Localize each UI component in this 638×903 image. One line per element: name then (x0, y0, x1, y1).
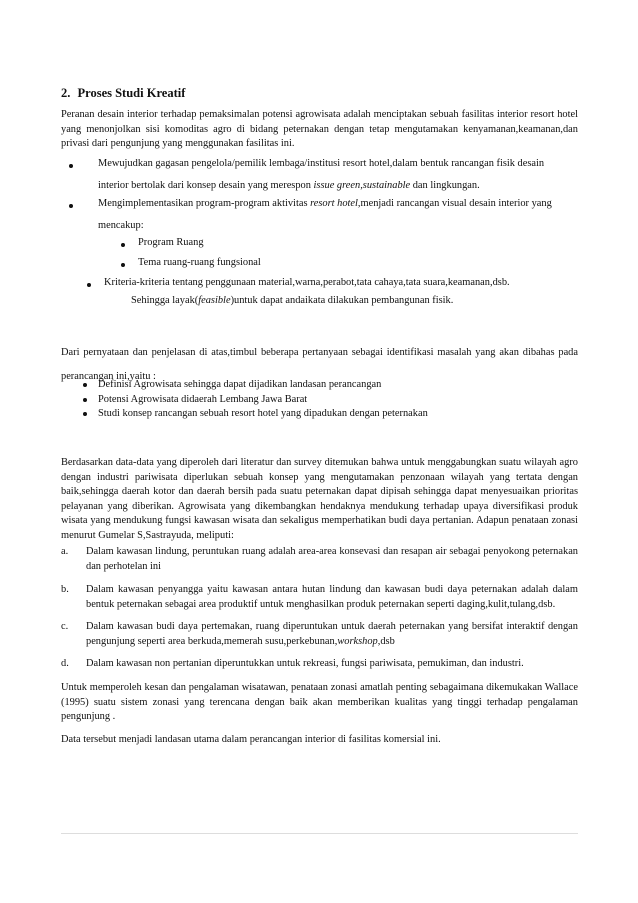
bullet-1-line-1: Mewujudkan gagasan pengelola/pemilik lembaga/institusi resort hotel,dalam bentuk rancangan fisik desain (98, 158, 545, 169)
bullet-2-line-1 (98, 197, 578, 212)
zone-item-a (61, 545, 578, 574)
sub-bullet-2: Tema ruang-ruang fungsional (138, 257, 261, 268)
question-text: Studi konsep rancangan sebuah resort hotel yang dipadukan dengan peternakan (98, 408, 428, 419)
zone-text: Dalam kawasan lindung, peruntukan ruang adalah area-area konsevasi dan resapan air sebagai penyokong peternakan dan perhotelan ini (86, 546, 578, 572)
bullet-3-line-1: Kriteria-kriteria tentang penggunaan material,warna,perabot,tata cahaya,tata suara,keamanan,dsb. (104, 277, 510, 288)
zone-letter: c. (61, 621, 69, 632)
zone-item-b (61, 583, 578, 612)
bullet-icon (87, 283, 91, 287)
zone-text-start: Dalam kawasan budi daya pertemakan, ruang diperuntukan untuk daerah peternakan yang bersifat interaktif dengan pengunjung seperti area berkuda,memerah susu,perkebunan, (86, 621, 578, 647)
list-item (61, 378, 578, 393)
sub-bullet-icon (121, 243, 125, 247)
bullet-icon (83, 383, 87, 387)
section-number: 2. (61, 86, 71, 100)
zone-letter: b. (61, 584, 69, 595)
experience-paragraph: Untuk memperoleh kesan dan pengalaman wisatawan, penataan zonasi amatlah penting sebagaimana dikemukakan Wallace (1995) suatu sistem zonasi yang terencana dengan baik akan memberikan kualitas yang tinggi terhadap pengalaman pengunjung . (61, 682, 578, 722)
question-text: Definisi Agrowisata sehingga dapat dijadikan landasan perancangan (98, 379, 382, 390)
zone-text (86, 620, 578, 649)
bullet-icon (83, 398, 87, 402)
section-title: Proses Studi Kreatif (77, 86, 186, 100)
footer-divider (61, 833, 578, 834)
closing-paragraph: Data tersebut menjadi landasan utama dalam perancangan interior di fasilitas komersial ini. (61, 734, 441, 745)
zone-text-emphasis: workshop (337, 635, 378, 647)
zone-text: Dalam kawasan non pertanian diperuntukkan untuk rekreasi, fungsi pariwisata, pemukiman, dan industri. (86, 658, 524, 669)
list-item (61, 407, 578, 422)
bullet-1-line-2 (98, 179, 578, 194)
bullet-3-emphasis: feasible (198, 295, 231, 306)
sub-bullet-1: Program Ruang (138, 237, 204, 248)
zone-text: Dalam kawasan penyangga yaitu kawasan antara hutan lindung dan kawasan budi daya peternakan adalah dalam bentuk peternakan sebagai area produktif untuk menghasilkan produk peternakan seperti daging,kulit,tulang,dsb. (86, 584, 578, 610)
sub-bullet-icon (121, 263, 125, 267)
bullet-3-line-2-end: )untuk dapat andaikata dilakukan pembangunan fisik. (230, 295, 454, 306)
questions-intro: Dari pernyataan dan penjelasan di atas,timbul beberapa pertanyaan sebagai identifikasi masalah yang akan dibahas pada perancangan ini,yaitu : (61, 347, 578, 382)
bullet-1-emphasis: issue green,sustainable (313, 180, 411, 191)
bullet-2-line-1-end: ,menjadi rancangan visual desain interior yang (357, 198, 552, 209)
bullet-1-line-2-end: dan lingkungan. (410, 180, 480, 191)
bullet-3-line-2 (131, 294, 578, 309)
bullet-3-line-2-text: Sehingga layak( (131, 295, 199, 306)
bullet-icon (83, 412, 87, 416)
question-text: Potensi Agrowisata didaerah Lembang Jawa Barat (98, 393, 308, 405)
list-item (61, 393, 578, 408)
bullet-icon (69, 204, 73, 208)
zone-text-end: ,dsb (377, 635, 395, 647)
bullet-2-emphasis: resort hotel (310, 198, 358, 209)
section-heading (61, 86, 185, 101)
zone-letter: a. (61, 546, 69, 557)
zonation-paragraph: Berdasarkan data-data yang diperoleh dari literatur dan survey ditemukan bahwa untuk menggabungkan suatu wilayah agro dengan industri pariwisata diperlukan sebuah konsep yang mengutamakan penzonaan wilayah yang tertata dengan baik,sehingga daerah kotor dan daerah bersih pada suatu peternakan dapat dipisah sehingga dapat menyesuaikan prioritas pelayanan yang diberikan. Agrowisata yang dikembangkan hendaknya mendukung terhadap upaya diversifikasi produk wisata yang mendukung fungsi kawasan wisata dan sekaligus memperhatikan budi daya pertanian. Adapun penataan zonasi menurut Gumelar S,Sastrayuda, meliputi: (61, 457, 578, 541)
questions-list (61, 378, 578, 422)
bullet-1-line-2-text: interior bertolak dari konsep desain yang merespon (98, 180, 314, 191)
intro-paragraph: Peranan desain interior terhadap pemaksimalan potensi agrowisata adalah menciptakan sebuah fasilitas interior resort hotel yang menonjolkan sisi komoditas agro di bidang peternakan dengan tetap mengutamakan kenyamanan,keamanan,dan privasi dari pengunjung yang menggunakan fasilitas ini. (61, 109, 578, 149)
bullet-2-line-2: mencakup: (98, 220, 144, 231)
bullet-icon (69, 164, 73, 168)
bullet-2-line-1-text: Mengimplementasikan program-program aktivitas (98, 198, 311, 209)
zone-letter: d. (61, 658, 69, 669)
zone-item-c (61, 620, 578, 649)
zone-item-d (61, 657, 578, 672)
